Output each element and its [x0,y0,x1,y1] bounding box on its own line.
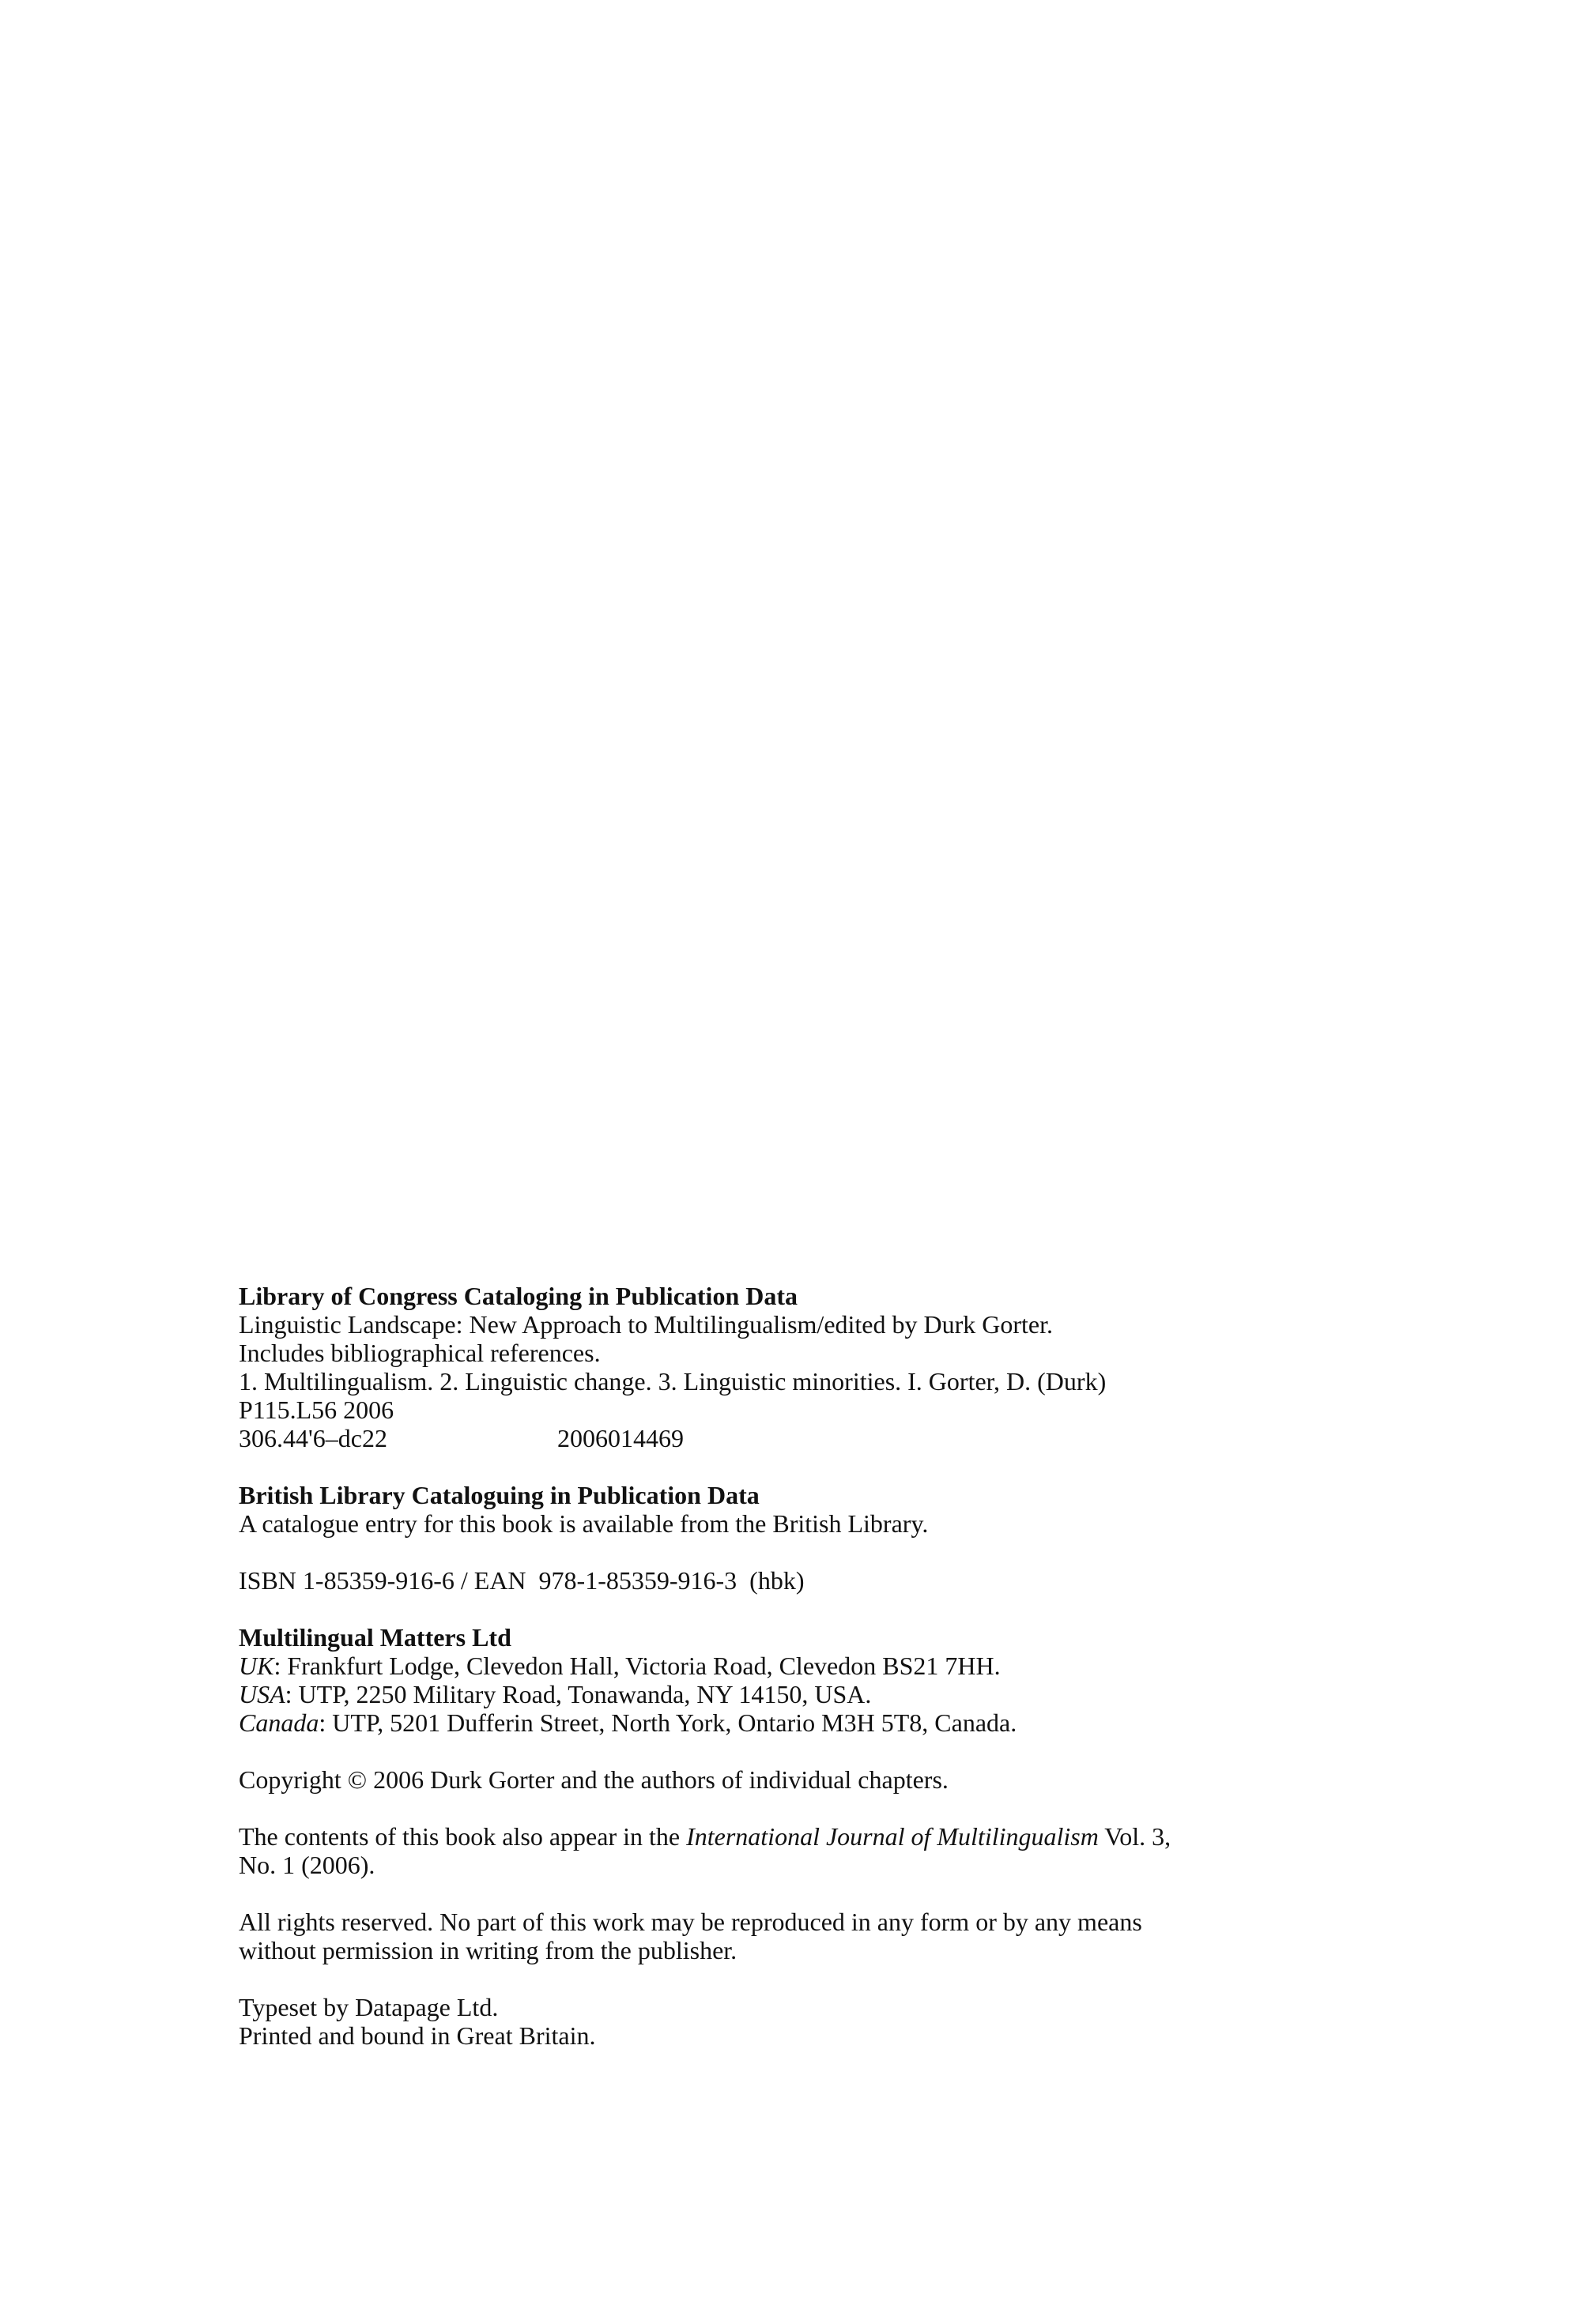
canada-address: : UTP, 5201 Dufferin Street, North York, Ontario M3H 5T8, Canada. [319,1708,1017,1737]
publisher-usa [239,1680,1377,1708]
imprint-block [239,1282,1377,2050]
publisher-name: Multilingual Matters Ltd [239,1623,511,1652]
rights-line-2: without permission in writing from the publisher. [239,1936,737,1964]
printed-line: Printed and bound in Great Britain. [239,2021,596,2050]
bl-heading: British Library Cataloguing in Publication Data [239,1481,760,1509]
loc-classification: 306.44'6–dc22 [239,1424,387,1452]
uk-address: : Frankfurt Lodge, Clevedon Hall, Victoria Road, Clevedon BS21 7HH. [273,1652,1001,1680]
canada-label: Canada [239,1708,319,1737]
journal-prefix: The contents of this book also appear in the [239,1822,687,1851]
loc-call-number: P115.L56 2006 [239,1396,394,1424]
journal-suffix: Vol. 3, [1098,1822,1171,1851]
isbn-line: ISBN 1-85359-916-6 / EAN 978-1-85359-916-3 (hbk) [239,1566,805,1595]
loc-title-line: Linguistic Landscape: New Approach to Multilingualism/edited by Durk Gorter. [239,1310,1054,1339]
copyright-line: Copyright © 2006 Durk Gorter and the authors of individual chapters. [239,1765,949,1794]
loc-heading: Library of Congress Cataloging in Publication Data [239,1282,798,1310]
usa-address: : UTP, 2250 Military Road, Tonawanda, NY 14150, USA. [285,1680,872,1708]
loc-control-number: 2006014469 [556,1424,684,1452]
journal-title: International Journal of Multilingualism [686,1822,1099,1851]
rights-line-1: All rights reserved. No part of this work may be reproduced in any form or by any means [239,1908,1142,1936]
publisher-canada [239,1708,1377,1737]
usa-label: USA [239,1680,285,1708]
uk-label: UK [239,1652,274,1680]
journal-line-2: No. 1 (2006). [239,1851,375,1879]
loc-subjects: 1. Multilingualism. 2. Linguistic change. 3. Linguistic minorities. I. Gorter, D. (Durk) [239,1367,1107,1396]
publisher-uk [239,1652,1377,1680]
typeset-line: Typeset by Datapage Ltd. [239,1993,499,2021]
bl-text: A catalogue entry for this book is available from the British Library. [239,1509,929,1538]
journal-line-1 [239,1822,1377,1851]
loc-classification-row [239,1424,1377,1452]
loc-includes: Includes bibliographical references. [239,1339,601,1367]
